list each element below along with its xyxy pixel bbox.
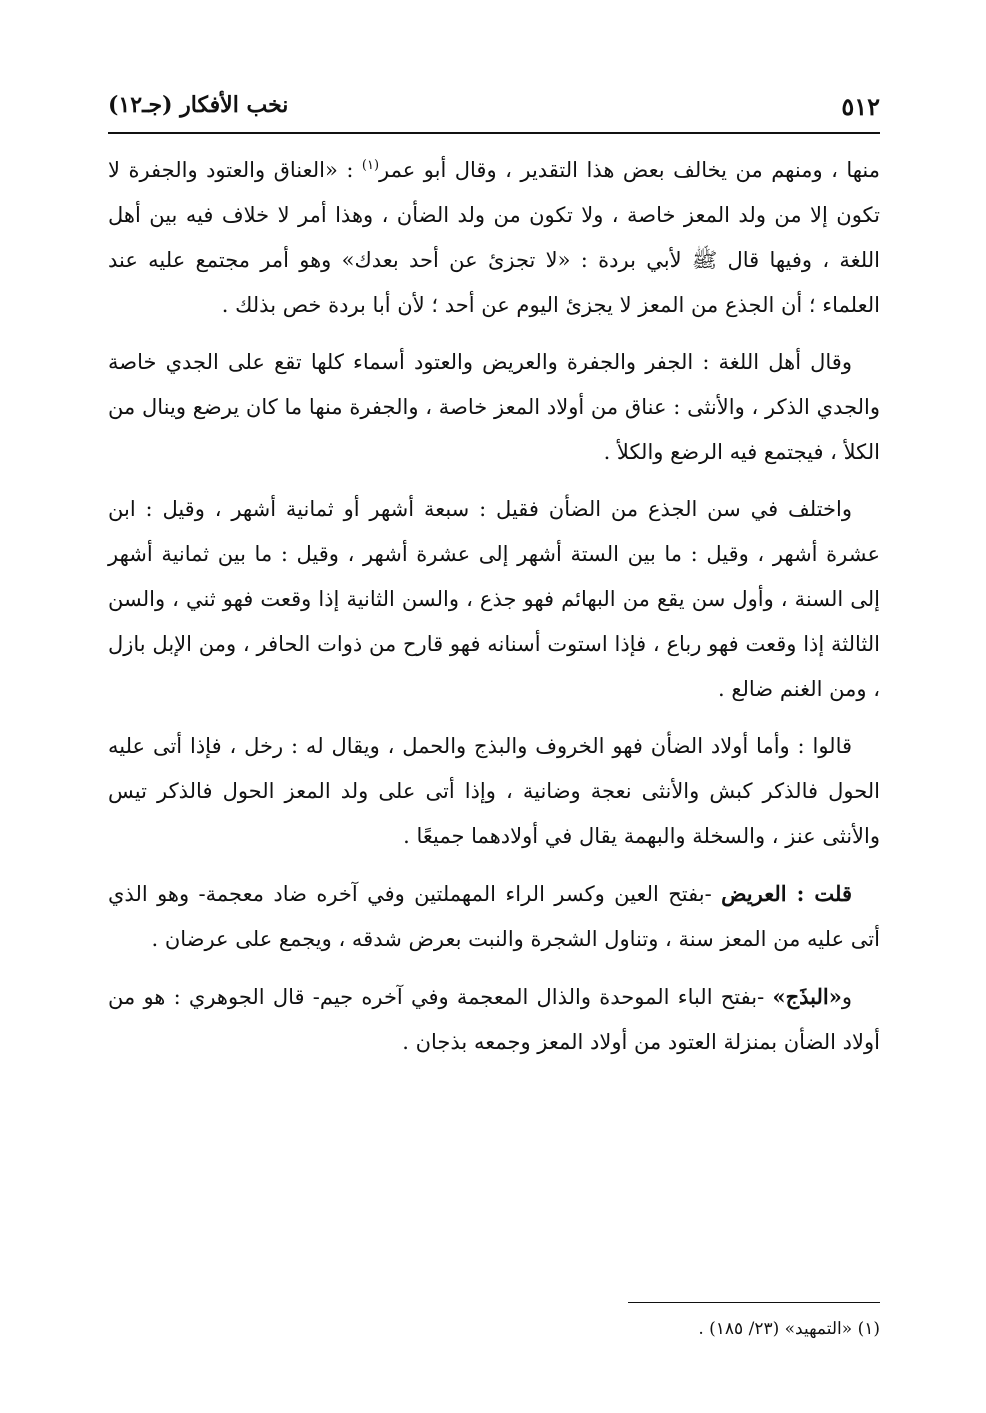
paragraph	[108, 871, 880, 962]
bold-term: «البذَج»	[772, 984, 842, 1009]
paragraph	[108, 724, 880, 859]
footnote-ref: (١)	[361, 158, 380, 173]
text-segment: -بفتح الباء الموحدة والذال المعجمة وفي آخره جيم- قال الجوهري : هو من أولاد الضأن بمنزلة العتود من أولاد المعز وجمعه بذجان .	[108, 985, 880, 1054]
text-segment: -بفتح العين وكسر الراء المهملتين وفي آخره ضاد معجمة- وهو الذي أتى عليه من المعز سنة ، وتناول الشجرة والنبت بعرض شدقه ، ويجمع على عرضان .	[108, 882, 880, 951]
text-segment: وقال أهل اللغة : الجفر والجفرة والعريض والعتود أسماء كلها تقع على الجدي خاصة والجدي الذكر ، والأنثى : عناق من أولاد المعز خاصة ، والجفرة منها ما كان يرضع وينال من الكلأ ، فيجتمع فيه الرضع والكلأ .	[108, 350, 880, 464]
text-segment: منها ، ومنهم من يخالف بعض هذا التقدير ، وقال أبو عمر	[379, 158, 880, 182]
header-divider	[108, 132, 880, 134]
running-title: نخب الأفكار (جـ١٢)	[108, 92, 289, 118]
main-text	[108, 148, 880, 1077]
paragraph	[108, 148, 880, 328]
page-number: ٥١٢	[841, 92, 880, 121]
text-segment: : «العناق والعتود والجفرة لا تكون إلا من ولد المعز خاصة ، ولا تكون من ولد الضأن ، وهذا أمر لا خلاف فيه بين أهل اللغة ، وفيها قال ﷺ لأبي بردة : «لا تجزئ عن أحد بعدك» وهو أمر مجتمع عليه عند العلماء ؛ أن الجذع من المعز لا يجزئ اليوم عن أحد ؛ لأن أبا بردة خص بذلك .	[108, 158, 880, 317]
footnote: (١) «التمهيد» (٢٣/ ١٨٥) .	[698, 1319, 880, 1339]
bold-term: قلت : العريض	[721, 881, 852, 906]
text-segment: واختلف في سن الجذع من الضأن فقيل : سبعة أشهر أو ثمانية أشهر ، وقيل : ابن عشرة أشهر ، وقيل : ما بين الستة أشهر إلى عشرة أشهر ، وقيل : ما بين ثمانية أشهر إلى السنة ، وأول سن يقع من البهائم فهو جذع ، والسن الثانية إذا وقعت فهو ثني ، والسن الثالثة إذا وقعت فهو رباع ، فإذا استوت أسنانه فهو قارح من ذوات الحافر ، ومن الإبل بازل ، ومن الغنم ضالع .	[108, 497, 880, 701]
page-header	[108, 92, 880, 128]
paragraph	[108, 487, 880, 712]
footnote-divider	[628, 1302, 880, 1303]
text-segment: قالوا : وأما أولاد الضأن فهو الخروف والبذج والحمل ، ويقال له : رخل ، فإذا أتى عليه الحول فالذكر كبش والأنثى نعجة وضانية ، وإذا أتى على ولد المعز الحول فالذكر تيس والأنثى عنز ، والسخلة والبهمة يقال في أولادهما جميعًا .	[108, 734, 880, 848]
paragraph	[108, 340, 880, 475]
paragraph	[108, 974, 880, 1065]
text-segment: و	[841, 985, 852, 1009]
